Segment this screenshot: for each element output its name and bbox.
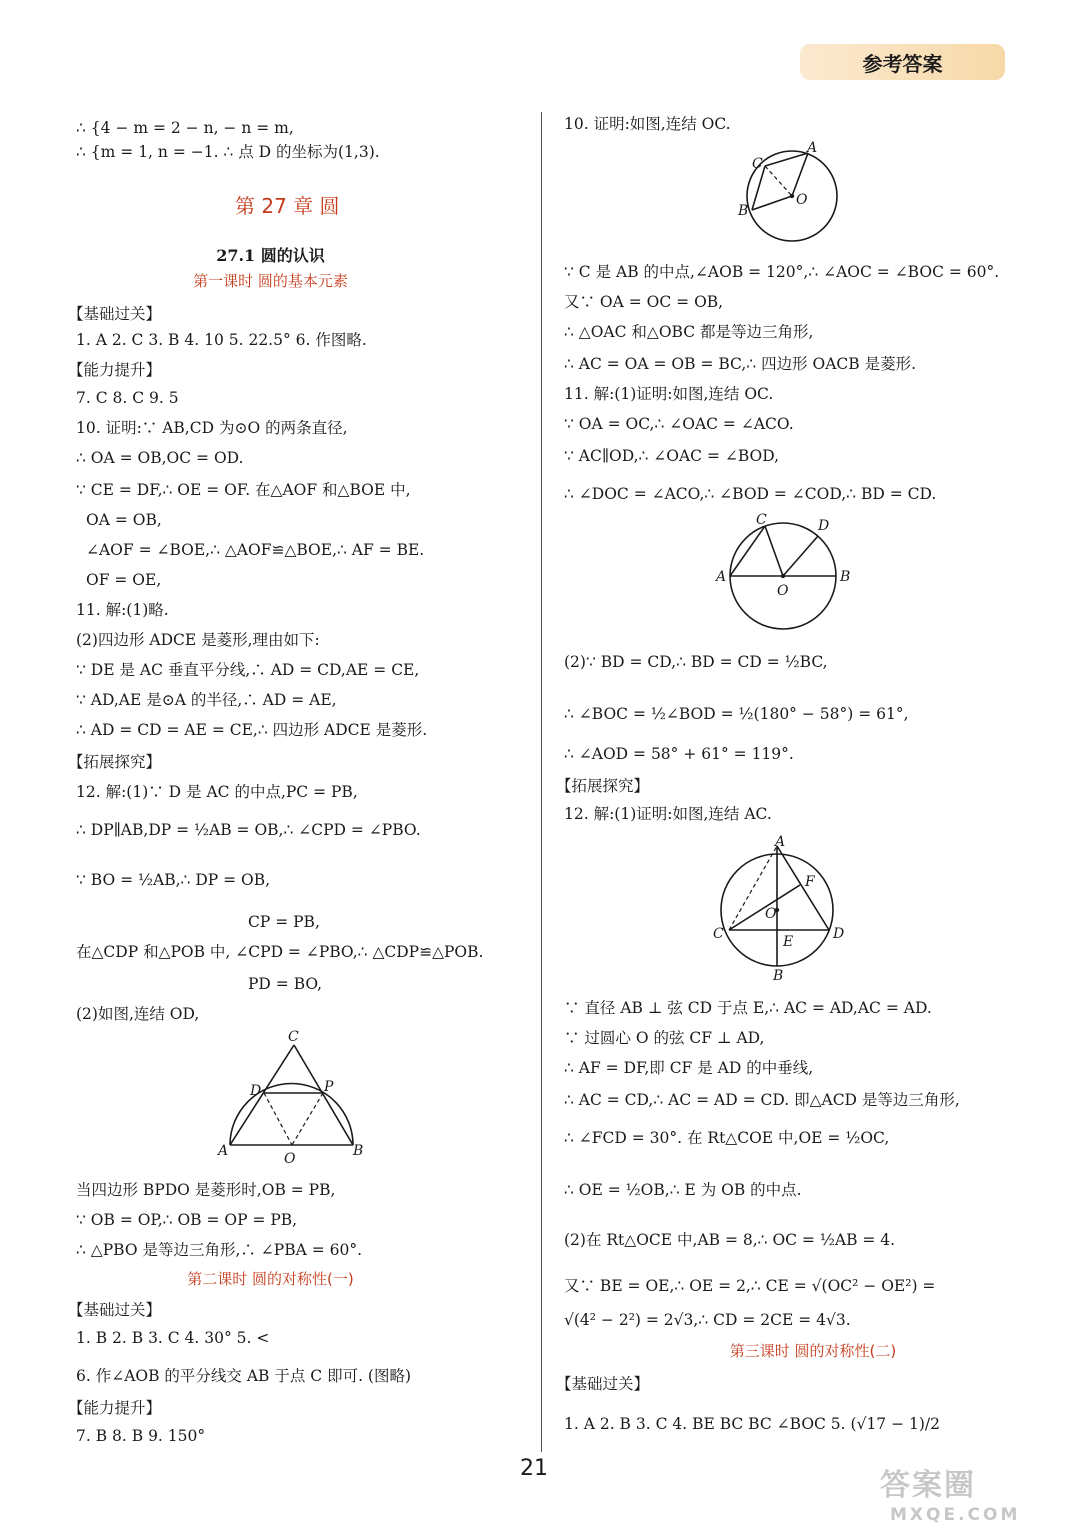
answer-line: ∴ AC = OA = OB = BC,∴ 四边形 OACB 是菱形.	[564, 355, 916, 373]
answer-line: ∵ 过圆心 O 的弦 CF ⊥ AD,	[564, 1029, 765, 1047]
answer-line: ∵ OB = OP,∴ OB = OP = PB,	[76, 1211, 298, 1229]
figure-label: O	[284, 1151, 296, 1167]
answer-line: 1. A 2. B 3. C 4. BE BC BC ∠BOC 5. (√17 − 1)/2	[564, 1415, 941, 1433]
answer-line: 12. 解:(1)证明:如图,连结 AC.	[564, 805, 772, 823]
figure-label: O	[777, 583, 789, 599]
answer-line: ∴ ∠AOD = 58° + 61° = 119°.	[564, 745, 794, 763]
answer-line: ∵ C 是 AB 的中点,∠AOB = 120°,∴ ∠AOC = ∠BOC = 60°.	[564, 263, 1000, 281]
lesson-title-2: 第二课时 圆的对称性(一)	[187, 1270, 354, 1288]
answer-line: (2)∵ BD = CD,∴ BD = CD = ½BC,	[564, 653, 828, 671]
chapter-title: 第 27 章 圆	[235, 194, 340, 218]
heading-basic: 【基础过关】	[556, 1375, 650, 1393]
answer-line: 7. C 8. C 9. 5	[76, 389, 179, 407]
figure-label: B	[840, 569, 851, 585]
answer-line: ∵ 直径 AB ⊥ 弦 CD 于点 E,∴ AC = AD,AC = AD.	[564, 999, 932, 1017]
answer-line: ∴ OE = ½OB,∴ E 为 OB 的中点.	[564, 1181, 802, 1199]
answer-line: ∵ OA = OC,∴ ∠OAC = ∠ACO.	[564, 415, 794, 433]
watermark-url: MXQE.COM	[890, 1505, 1021, 1525]
answer-line: ∴ △OAC 和△OBC 都是等边三角形,	[564, 323, 814, 341]
figure-label: O	[796, 192, 808, 208]
heading-extension: 【拓展探究】	[556, 777, 650, 795]
figure-label: A	[807, 140, 818, 156]
watermark-logo: 答案圈	[880, 1468, 976, 1503]
answer-line: ∵ CE = DF,∴ OE = OF. 在△AOF 和△BOE 中,	[76, 481, 411, 499]
answer-line: 又∵ BE = OE,∴ OE = 2,∴ CE = √(OC² − OE²) =	[564, 1277, 936, 1295]
answer-line: ∴ ∠BOC = ½∠BOD = ½(180° − 58°) = 61°,	[564, 705, 909, 723]
figure-label: D	[833, 926, 845, 942]
answer-line: 11. 解:(1)证明:如图,连结 OC.	[564, 385, 774, 403]
answer-line: ∵ BO = ½AB,∴ DP = OB,	[76, 871, 271, 889]
figure-label: A	[716, 569, 727, 585]
system-line-1: ∴ {4 − m = 2 − n, − n = m,	[76, 119, 294, 137]
figure-label: B	[773, 968, 784, 984]
heading-basic: 【基础过关】	[68, 305, 162, 323]
answer-line: 6. 作∠AOB 的平分线交 AB 于点 C 即可. (图略)	[76, 1367, 412, 1385]
figure-label: A	[218, 1143, 229, 1159]
answer-line: ∵ AD,AE 是⊙A 的半径,∴ AD = AE,	[76, 691, 337, 709]
answer-line: 12. 解:(1)∵ D 是 AC 的中点,PC = PB,	[76, 783, 358, 801]
figure-label: C	[713, 926, 724, 942]
figure-circle-equilateral	[705, 830, 865, 990]
column-divider	[541, 112, 542, 1452]
answer-line: 10. 证明:∵ AB,CD 为⊙O 的两条直径,	[76, 419, 348, 437]
figure-label: D	[818, 518, 830, 534]
answer-line: CP = PB,	[248, 913, 320, 931]
answer-line: ∴ AD = CD = AE = CE,∴ 四边形 ADCE 是菱形.	[76, 721, 428, 739]
answer-line: ∴ AF = DF,即 CF 是 AD 的中垂线,	[564, 1059, 814, 1077]
answer-line: 10. 证明:如图,连结 OC.	[564, 115, 731, 133]
answer-line: √(4² − 2²) = 2√3,∴ CD = 2CE = 4√3.	[564, 1311, 851, 1329]
answer-tab-label: 参考答案	[862, 51, 943, 76]
figure-label: C	[756, 512, 767, 528]
answer-line: PD = BO,	[248, 975, 323, 993]
figure-label: B	[738, 203, 749, 219]
answer-line: ∵ DE 是 AC 垂直平分线,∴ AD = CD,AE = CE,	[76, 661, 420, 679]
figure-label: E	[783, 934, 794, 950]
answer-line: OF = OE,	[86, 571, 162, 589]
figure-label: C	[752, 156, 763, 172]
figure-label: B	[353, 1143, 364, 1159]
answer-line: 又∵ OA = OC = OB,	[564, 293, 724, 311]
answer-line: OA = OB,	[86, 511, 162, 529]
system-line-2: ∴ {m = 1, n = −1. ∴ 点 D 的坐标为(1,3).	[76, 143, 380, 161]
figure-circle-rhombus	[730, 138, 850, 248]
figure-label: A	[775, 834, 786, 850]
figure-semicircle-triangle	[210, 1025, 370, 1170]
lesson-title-3: 第三课时 圆的对称性(二)	[729, 1342, 897, 1360]
answer-line: (2)如图,连结 OD,	[76, 1005, 200, 1023]
answer-line: ∴ OA = OB,OC = OD.	[76, 449, 244, 467]
answer-line: (2)四边形 ADCE 是菱形,理由如下:	[76, 631, 320, 649]
figure-label: D	[250, 1083, 262, 1099]
answer-line: 11. 解:(1)略.	[76, 601, 169, 619]
figure-label: C	[288, 1029, 299, 1045]
figure-label: O	[765, 906, 777, 922]
answer-line: ∴ AC = CD,∴ AC = AD = CD. 即△ACD 是等边三角形,	[564, 1091, 960, 1109]
answer-line: ∠AOF = ∠BOE,∴ △AOF≌△BOE,∴ AF = BE.	[86, 541, 425, 559]
answer-line: 在△CDP 和△POB 中, ∠CPD = ∠PBO,∴ △CDP≌△POB.	[76, 943, 484, 961]
page-number: 21	[520, 1456, 548, 1481]
figure-label: F	[805, 874, 815, 890]
answer-line: (2)在 Rt△OCE 中,AB = 8,∴ OC = ½AB = 4.	[564, 1231, 896, 1249]
answer-line: ∴ ∠DOC = ∠ACO,∴ ∠BOD = ∠COD,∴ BD = CD.	[564, 485, 937, 503]
section-title: 27.1 圆的认识	[216, 246, 325, 265]
figure-label: P	[324, 1079, 334, 1095]
heading-basic: 【基础过关】	[68, 1301, 162, 1319]
answer-line: 当四边形 BPDO 是菱形时,OB = PB,	[76, 1181, 336, 1199]
answer-line: ∴ △PBO 是等边三角形,∴ ∠PBA = 60°.	[76, 1241, 363, 1259]
answer-tab	[800, 44, 1005, 80]
heading-ability: 【能力提升】	[68, 361, 162, 379]
answer-line: 1. A 2. C 3. B 4. 10 5. 22.5° 6. 作图略.	[76, 331, 367, 349]
lesson-title-1: 第一课时 圆的基本元素	[193, 272, 348, 290]
answer-line: 7. B 8. B 9. 150°	[76, 1427, 206, 1445]
answer-line: 1. B 2. B 3. C 4. 30° 5. <	[76, 1329, 270, 1347]
answer-line: ∴ ∠FCD = 30°. 在 Rt△COE 中,OE = ½OC,	[564, 1129, 890, 1147]
answer-line: ∴ DP∥AB,DP = ½AB = OB,∴ ∠CPD = ∠PBO.	[76, 821, 421, 839]
answer-line: ∵ AC∥OD,∴ ∠OAC = ∠BOD,	[564, 447, 780, 465]
heading-extension: 【拓展探究】	[68, 753, 162, 771]
heading-ability: 【能力提升】	[68, 1399, 162, 1417]
figure-circle-diameter	[710, 508, 860, 653]
